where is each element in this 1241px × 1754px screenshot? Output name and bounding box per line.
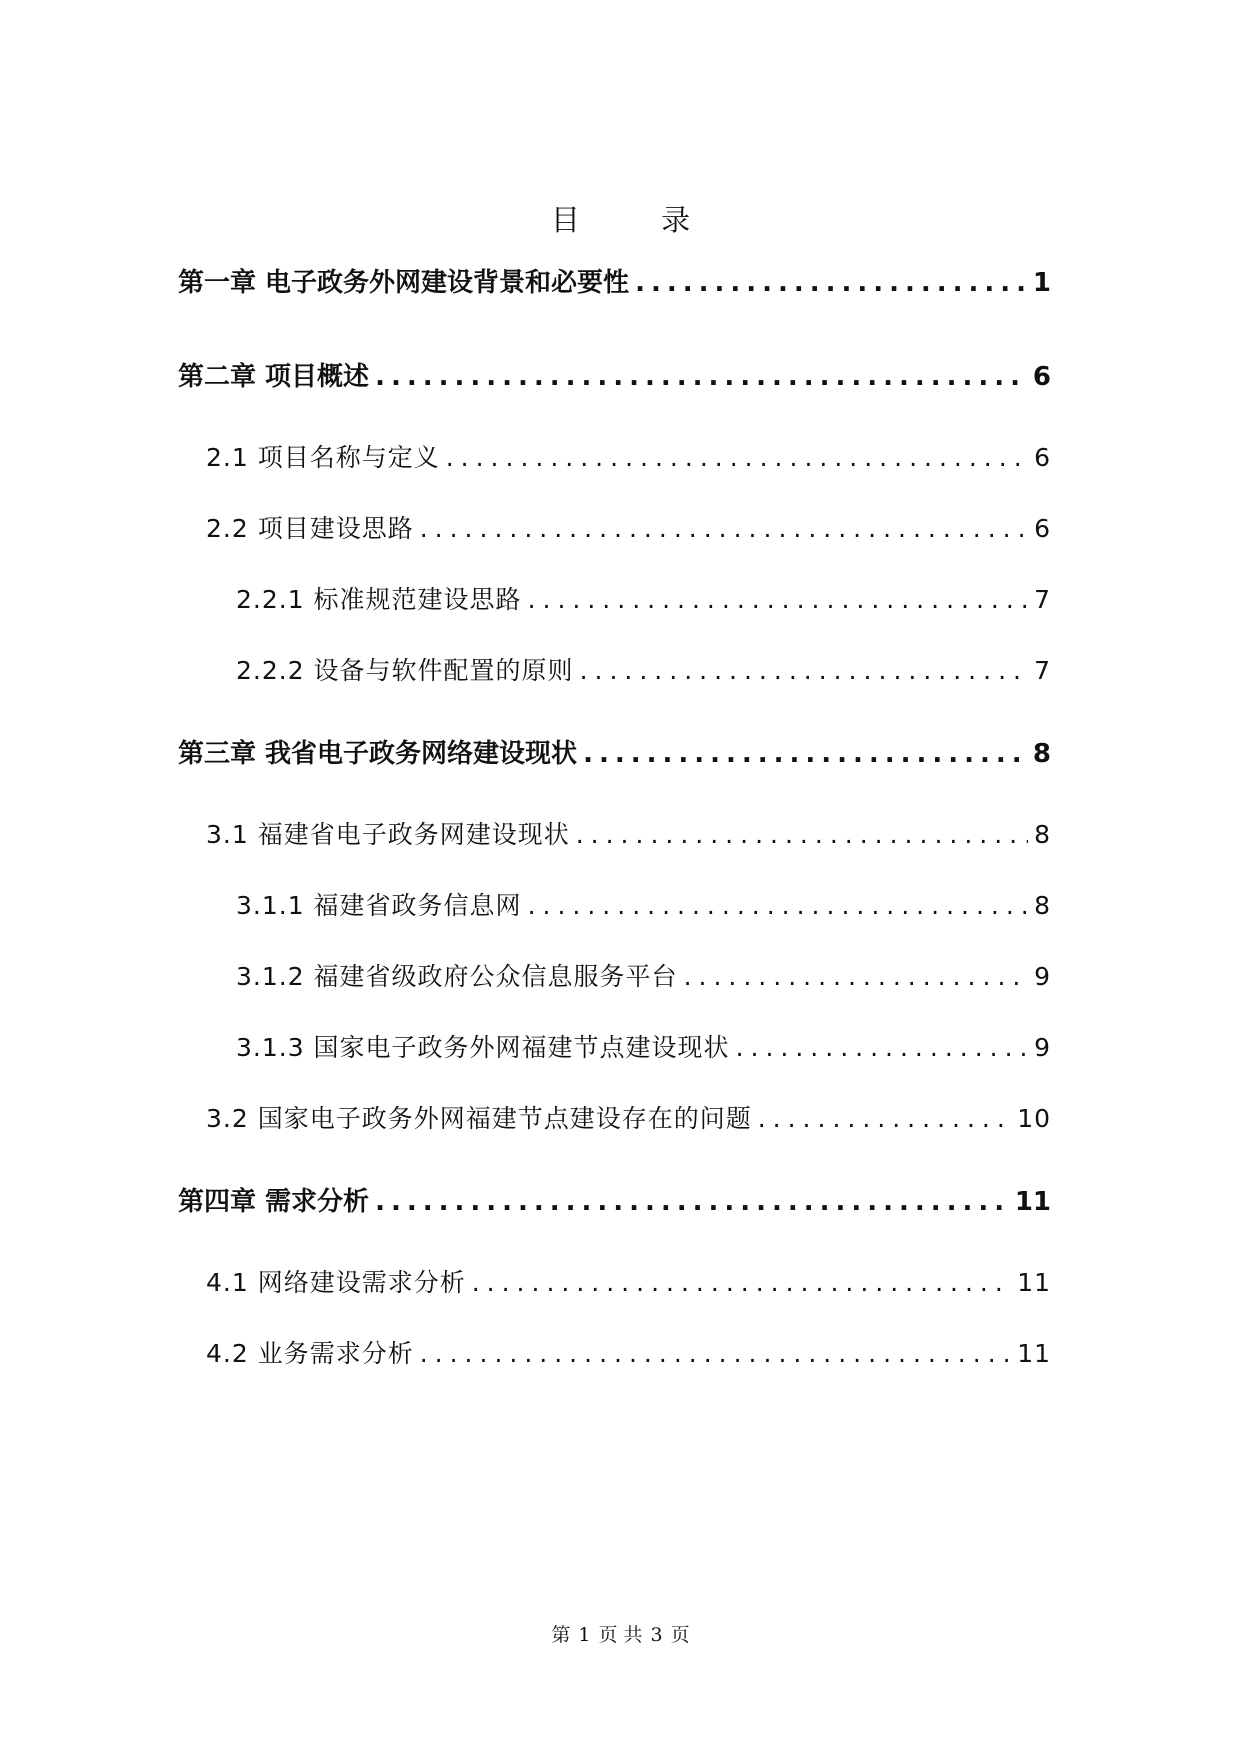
toc-entry-page: 9 <box>1034 962 1051 991</box>
toc-entry[interactable] <box>0 886 1241 926</box>
toc-entry-page: 1 <box>1032 268 1051 298</box>
toc-entry-label: 4.2 业务需求分析 <box>206 1339 414 1368</box>
toc-leader-dots <box>576 820 1028 849</box>
toc-leader-dots <box>472 1268 1011 1297</box>
footer-total-pages: 3 <box>650 1624 663 1646</box>
toc-entry[interactable] <box>0 262 1241 302</box>
toc-entry-label: 3.2 国家电子政务外网福建节点建设存在的问题 <box>206 1104 752 1133</box>
toc-entry-label: 第四章 需求分析 <box>178 1187 370 1217</box>
toc-leader-dots <box>375 362 1027 392</box>
toc-leader-dots <box>420 1339 1011 1368</box>
toc-entry-page: 8 <box>1034 891 1051 920</box>
toc-entry[interactable] <box>0 1334 1241 1374</box>
toc-entry-label: 第三章 我省电子政务网络建设现状 <box>178 739 578 769</box>
toc-leader-dots <box>684 962 1029 991</box>
toc-entry[interactable] <box>0 1181 1241 1221</box>
toc-leader-dots <box>758 1104 1011 1133</box>
toc-entry-label: 2.2 项目建设思路 <box>206 514 414 543</box>
toc-entry-label: 第二章 项目概述 <box>178 362 370 392</box>
toc-entry-page: 8 <box>1034 820 1051 849</box>
toc-entry-label: 3.1.2 福建省级政府公众信息服务平台 <box>236 962 678 991</box>
toc-entry-label: 3.1.1 福建省政务信息网 <box>236 891 522 920</box>
toc-leader-dots <box>420 514 1028 543</box>
toc-title: 目 录 <box>550 203 727 237</box>
toc-leader-dots <box>635 268 1027 298</box>
toc-entry[interactable] <box>0 356 1241 396</box>
toc-entry[interactable] <box>0 509 1241 549</box>
toc-entry[interactable] <box>0 1263 1241 1303</box>
toc-entry[interactable] <box>0 815 1241 855</box>
toc-entry-page: 7 <box>1034 656 1051 685</box>
toc-entry-label: 4.1 网络建设需求分析 <box>206 1268 466 1297</box>
footer-prefix: 第 <box>551 1624 571 1646</box>
toc-entry[interactable] <box>0 1099 1241 1139</box>
toc-entry-page: 11 <box>1017 1268 1051 1297</box>
toc-entry[interactable] <box>0 957 1241 997</box>
toc-entry-page: 7 <box>1034 585 1051 614</box>
footer-mid: 页 共 <box>598 1624 643 1646</box>
toc-leader-dots <box>528 585 1029 614</box>
toc-entry-page: 8 <box>1032 739 1051 769</box>
toc-entry-page: 11 <box>1017 1339 1051 1368</box>
toc-entry-page: 6 <box>1034 443 1051 472</box>
toc-leader-dots <box>528 891 1029 920</box>
footer-current-page: 1 <box>578 1624 591 1646</box>
toc-leader-dots <box>736 1033 1029 1062</box>
toc-entry-page: 6 <box>1032 362 1051 392</box>
toc-entry[interactable] <box>0 1028 1241 1068</box>
toc-entry-label: 2.2.2 设备与软件配置的原则 <box>236 656 574 685</box>
toc-entry-page: 9 <box>1034 1033 1051 1062</box>
toc-entry[interactable] <box>0 733 1241 773</box>
toc-entry[interactable] <box>0 438 1241 478</box>
toc-leader-dots <box>375 1187 1009 1217</box>
toc-leader-dots <box>580 656 1029 685</box>
page-footer <box>0 1620 1241 1647</box>
toc-entry[interactable] <box>0 580 1241 620</box>
toc-entry-label: 3.1.3 国家电子政务外网福建节点建设现状 <box>236 1033 730 1062</box>
toc-entry-page: 10 <box>1017 1104 1051 1133</box>
toc-leader-dots <box>446 443 1028 472</box>
toc-entry-label: 2.1 项目名称与定义 <box>206 443 440 472</box>
footer-suffix: 页 <box>670 1624 690 1646</box>
toc-entry-label: 3.1 福建省电子政务网建设现状 <box>206 820 570 849</box>
toc-entry[interactable] <box>0 651 1241 691</box>
toc-entry-label: 2.2.1 标准规范建设思路 <box>236 585 522 614</box>
toc-leader-dots <box>583 739 1027 769</box>
toc-entry-label: 第一章 电子政务外网建设背景和必要性 <box>178 268 630 298</box>
toc-entry-page: 6 <box>1034 514 1051 543</box>
toc-entry-page: 11 <box>1014 1187 1051 1217</box>
